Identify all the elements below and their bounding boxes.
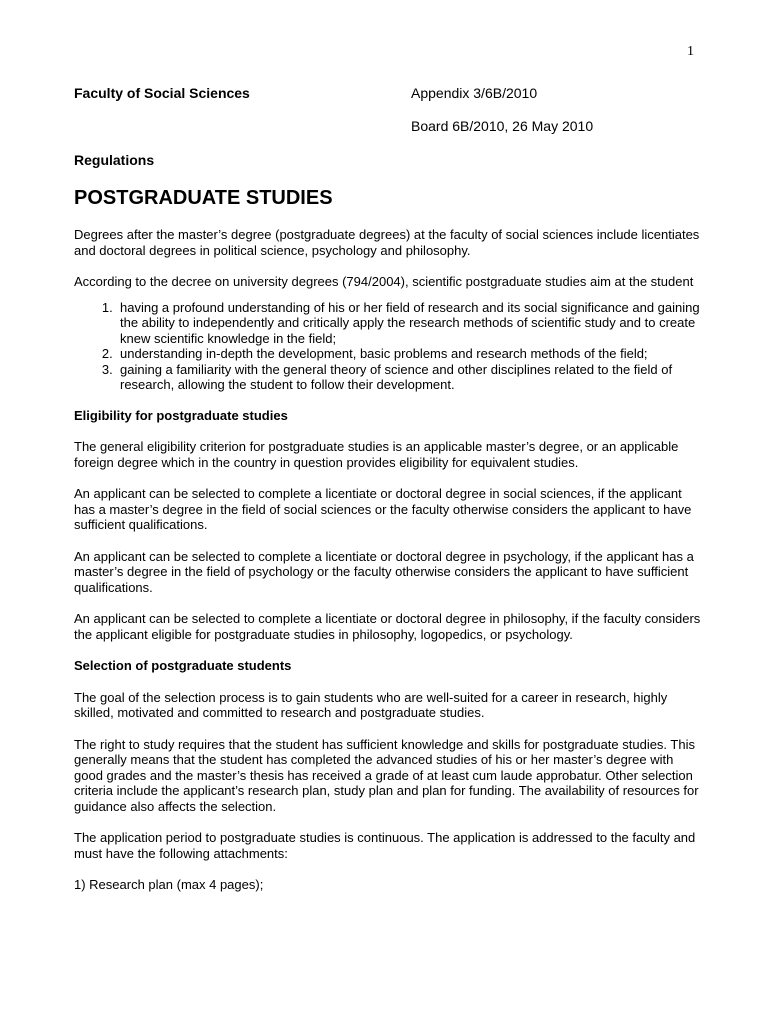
document-body xyxy=(74,227,704,909)
appendix-label: Appendix 3/6B/2010 xyxy=(411,85,538,101)
list-text: having a profound understanding of his or her field of research and its social significance and gaining the ability to independently and critically apply the research methods of scientific study and to create knew scientific knowledge in the field; xyxy=(120,299,700,346)
list-item xyxy=(74,362,704,393)
list-item xyxy=(74,300,704,347)
board-label: Board 6B/2010, 26 May 2010 xyxy=(411,117,594,134)
page-title: POSTGRADUATE STUDIES xyxy=(74,187,333,209)
list-number: 3. xyxy=(101,361,113,377)
eligibility-paragraph: An applicant can be selected to complete a licentiate or doctoral degree in philosophy, if the faculty considers the applicant eligible for postgraduate studies in philosophy, logopedics, or psychology. xyxy=(74,611,701,642)
objectives-list xyxy=(74,300,704,393)
eligibility-paragraph: The general eligibility criterion for postgraduate studies is an applicable master’s degree, or an applicable foreign degree which in the country in question provides eligibility for equivalent studies. xyxy=(74,439,679,470)
selection-paragraph: The right to study requires that the student has sufficient knowledge and skills for postgraduate studies. This generally means that the student has completed the advanced studies of his or her master’s degree with good grades and the master’s thesis has received a grade of at least cum laude approbatur. Other selection criteria include the applicant’s research plan, study plan and plan for funding. The availability of resources for guidance also affects the selection. xyxy=(74,736,699,814)
selection-paragraph: The application period to postgraduate studies is continuous. The application is addressed to the faculty and must have the following attachments: xyxy=(74,830,696,861)
intro-paragraph: Degrees after the master’s degree (postgraduate degrees) at the faculty of social sciences include licentiates and doctoral degrees in political science, psychology and philosophy. xyxy=(74,227,700,258)
faculty-name: Faculty of Social Sciences xyxy=(74,85,250,101)
list-number: 1. xyxy=(101,299,113,315)
section-heading-eligibility: Eligibility for postgraduate studies xyxy=(74,407,288,423)
selection-paragraph: 1) Research plan (max 4 pages); xyxy=(74,877,264,892)
list-number: 2. xyxy=(101,346,113,361)
list-item xyxy=(74,346,704,362)
regulations-label: Regulations xyxy=(74,152,155,168)
eligibility-paragraph: An applicant can be selected to complete a licentiate or doctoral degree in social sciences, if the applicant has a master’s degree in the field of social sciences or the faculty otherwise considers the applicant to have sufficient qualifications. xyxy=(74,486,692,532)
intro-paragraph: According to the decree on university degrees (794/2004), scientific postgraduate studies aim at the student xyxy=(74,274,694,289)
page-number: 1 xyxy=(687,44,694,59)
selection-paragraph: The goal of the selection process is to gain students who are well-suited for a career in research, highly skilled, motivated and committed to research and postgraduate studies. xyxy=(74,689,668,720)
section-heading-selection: Selection of postgraduate students xyxy=(74,658,292,673)
list-text: gaining a familiarity with the general theory of science and other disciplines related to the field of research, allowing the student to follow their development. xyxy=(120,361,673,392)
eligibility-paragraph: An applicant can be selected to complete a licentiate or doctoral degree in psychology, if the applicant has a master’s degree in the field of psychology or the faculty otherwise considers the applicant to have sufficient qualifications. xyxy=(74,548,694,595)
list-text: understanding in-depth the development, basic problems and research methods of the field; xyxy=(120,346,648,361)
document-reference xyxy=(411,86,593,151)
